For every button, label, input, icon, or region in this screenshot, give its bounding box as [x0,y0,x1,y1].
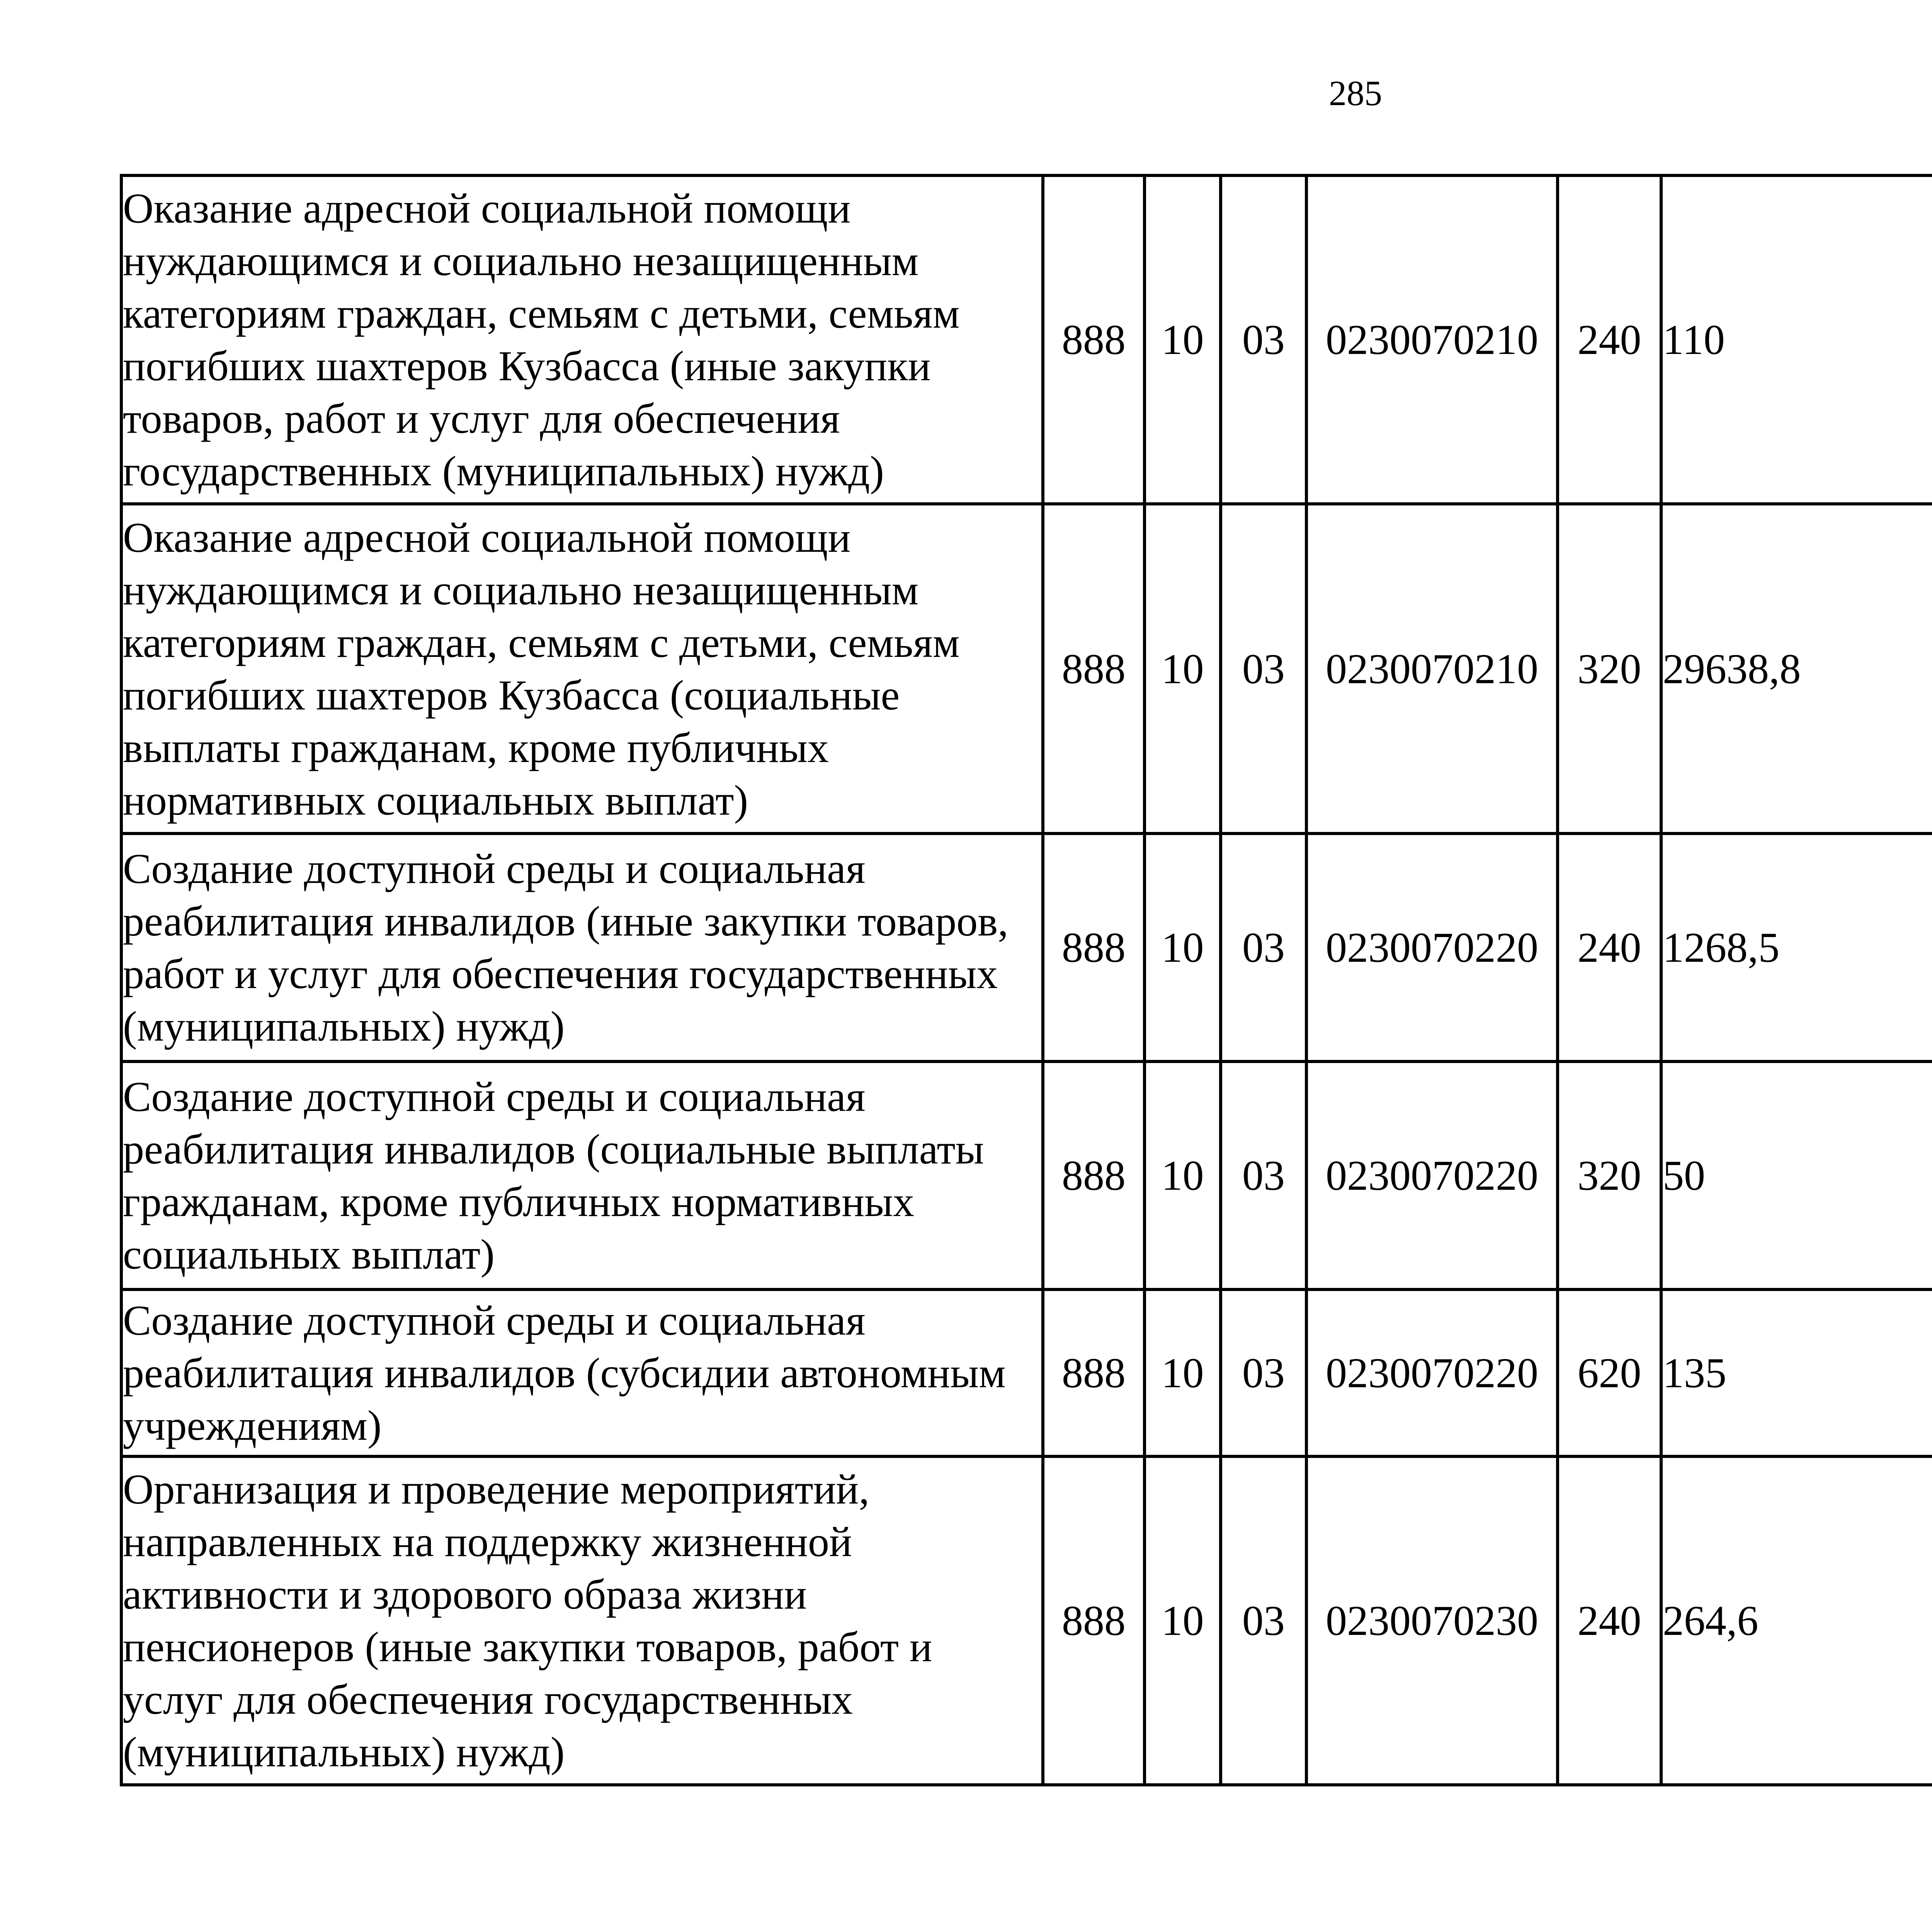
ministry-code: 888 [1043,833,1145,1061]
amount-1: 50 [1661,1061,1932,1289]
row-description: Создание доступной среды и социальная реабилитация инвалидов (субсидии автономным учреждениям) [121,1289,1043,1456]
row-description: Создание доступной среды и социальная реабилитация инвалидов (иные закупки товаров, работ и услуг для обеспечения государственных (муниципальных) нужд) [121,833,1043,1061]
row-description: Оказание адресной социальной помощи нуждающимся и социально незащищенным категориям граждан, семьям с детьми, семьям погибших шахтеров Кузбасса (иные закупки товаров, работ и услуг для обеспечения государственных (муниципальных) нужд) [121,175,1043,504]
row-description: Оказание адресной социальной помощи нуждающимся и социально незащищенным категориям граждан, семьям с детьми, семьям погибших шахтеров Кузбасса (социальные выплаты гражданам, кроме публичных нормативных социальных выплат) [121,504,1043,833]
subsection-code: 03 [1221,1061,1306,1289]
table-row [121,1456,1932,1785]
subsection-code: 03 [1221,1289,1306,1456]
table-row [121,1289,1932,1456]
amount-1: 29638,8 [1661,504,1932,833]
section-code: 10 [1145,1061,1221,1289]
amount-1: 110 [1661,175,1932,504]
amount-1: 1268,5 [1661,833,1932,1061]
section-code: 10 [1145,504,1221,833]
target-article-code: 0230070230 [1306,1456,1558,1785]
expense-type-code: 320 [1558,1061,1661,1289]
target-article-code: 0230070210 [1306,175,1558,504]
target-article-code: 0230070210 [1306,504,1558,833]
row-description: Организация и проведение мероприятий, направленных на поддержку жизненной активности и здорового образа жизни пенсионеров (иные закупки товаров, работ и услуг для обеспечения государственных (муниципальных) нужд) [121,1456,1043,1785]
target-article-code: 0230070220 [1306,1289,1558,1456]
table-row [121,1061,1932,1289]
subsection-code: 03 [1221,1456,1306,1785]
amount-1: 264,6 [1661,1456,1932,1785]
subsection-code: 03 [1221,833,1306,1061]
target-article-code: 0230070220 [1306,1061,1558,1289]
page-number: 285 [1329,73,1382,113]
row-description: Создание доступной среды и социальная реабилитация инвалидов (социальные выплаты гражданам, кроме публичных нормативных социальных выплат) [121,1061,1043,1289]
ministry-code: 888 [1043,1456,1145,1785]
expense-type-code: 320 [1558,504,1661,833]
subsection-code: 03 [1221,175,1306,504]
section-code: 10 [1145,175,1221,504]
table-row [121,833,1932,1061]
ministry-code: 888 [1043,504,1145,833]
ministry-code: 888 [1043,1061,1145,1289]
section-code: 10 [1145,833,1221,1061]
section-code: 10 [1145,1289,1221,1456]
target-article-code: 0230070220 [1306,833,1558,1061]
expense-type-code: 620 [1558,1289,1661,1456]
table-row [121,175,1932,504]
amount-1: 135 [1661,1289,1932,1456]
subsection-code: 03 [1221,504,1306,833]
ministry-code: 888 [1043,1289,1145,1456]
section-code: 10 [1145,1456,1221,1785]
expense-type-code: 240 [1558,1456,1661,1785]
budget-table [120,174,1932,1786]
expense-type-code: 240 [1558,175,1661,504]
table-row [121,504,1932,833]
ministry-code: 888 [1043,175,1145,504]
expense-type-code: 240 [1558,833,1661,1061]
